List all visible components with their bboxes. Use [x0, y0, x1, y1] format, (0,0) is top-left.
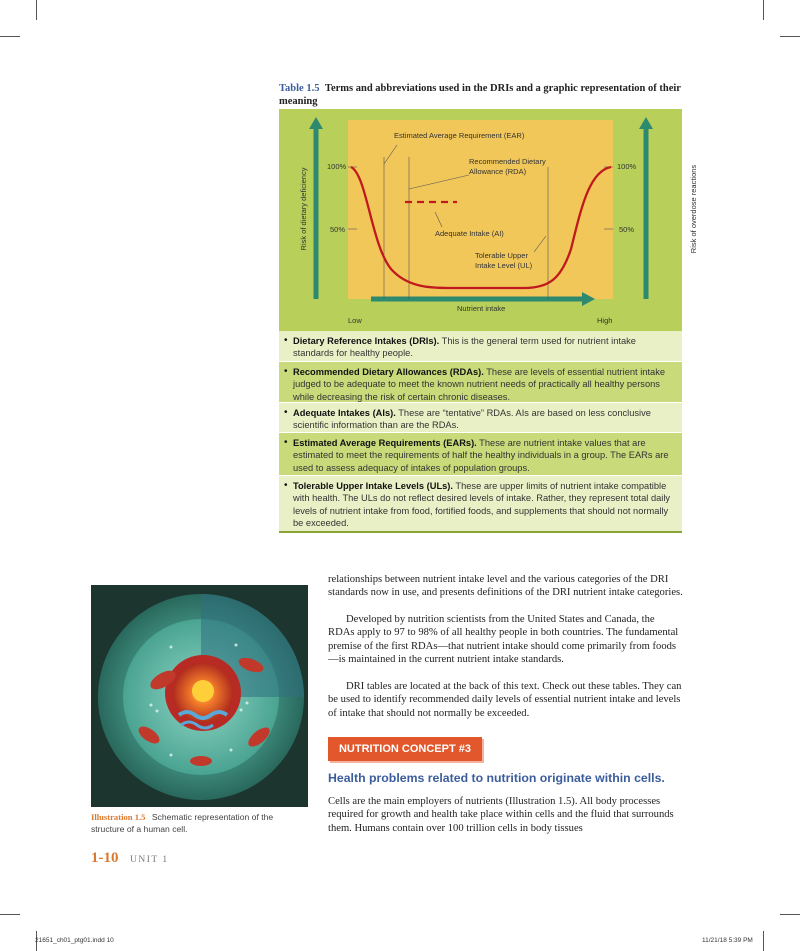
body-paragraph-4: Cells are the main employers of nutrients (Illustration 1.5). All body processes required for growth and health take place within cells and the fluid that surrounds them. Humans contain over 100 trillion cells in body tissues — [328, 796, 674, 834]
cell-image — [91, 585, 308, 807]
definition-term: Estimated Average Requirements (EARs). — [293, 438, 477, 448]
definition-ai — [279, 403, 682, 432]
illustration-label: Illustration 1.5 — [91, 812, 146, 822]
definition-rda — [279, 362, 682, 402]
table-number: Table 1.5 — [279, 83, 320, 94]
body-paragraph-1: relationships between nutrient intake level and the various categories of the DRI standards now in use, and presents definitions of the DRI nutrient intake categories. — [328, 574, 683, 599]
definition-text: These are levels of essential nutrient intake judged to be adequate to meet the known nutrient needs of practically all healthy persons while decreasing the risk of certain chronic diseases. — [293, 367, 666, 402]
definition-ul — [279, 476, 682, 531]
plot-area — [348, 120, 613, 299]
page-number: 1-10 — [91, 850, 119, 866]
cell-illustration — [91, 585, 308, 807]
crop-mark — [780, 36, 800, 37]
dri-graph — [279, 109, 698, 331]
nucleolus — [192, 680, 214, 702]
bullet: • — [284, 366, 288, 377]
table-caption — [279, 82, 689, 108]
table-bottom-rule — [279, 531, 682, 533]
bullet: • — [284, 480, 288, 491]
definition-text: These are upper limits of nutrient intake compatible with health. The ULs do not reflect desired levels of intake. Rather, they represent total daily levels of nutrient intake from food, fortified foods, and supplements that should not normally be exceeded. — [293, 481, 671, 529]
high-label: High — [597, 316, 613, 325]
crop-mark — [36, 0, 37, 20]
definition-term: Tolerable Upper Intake Levels (ULs). — [293, 481, 453, 491]
right-axis-arrowhead — [639, 117, 653, 129]
left-100-label: 100% — [327, 162, 347, 171]
low-label: Low — [348, 316, 362, 325]
rda-label-1: Recommended Dietary — [469, 157, 546, 166]
bullet: • — [284, 437, 288, 448]
dri-figure — [279, 109, 698, 331]
x-axis-label: Nutrient intake — [457, 304, 506, 313]
illustration-caption — [91, 812, 301, 835]
definition-text: This is the general term used for nutrient intake standards for healthy people. — [293, 336, 636, 359]
definition-term: Dietary Reference Intakes (DRIs). — [293, 336, 440, 346]
print-slug-date: 11/21/18 5:39 PM — [702, 937, 753, 944]
print-slug-file: 21651_ch01_ptg01.indd 10 — [35, 937, 114, 944]
definition-term: Adequate Intakes (AIs). — [293, 408, 396, 418]
definition-text: These are “tentative” RDAs. AIs are based on less conclusive scientific information than are the RDAs. — [293, 408, 651, 431]
crop-mark — [0, 36, 20, 37]
crop-mark — [780, 914, 800, 915]
definition-dri — [279, 331, 682, 361]
table-title: Terms and abbreviations used in the DRIs and a graphic representation of their meaning — [279, 83, 681, 107]
unit-label: UNIT 1 — [130, 855, 169, 865]
ul-label-2: Intake Level (UL) — [475, 261, 533, 270]
mitochondrion — [190, 756, 212, 766]
right-50-label: 50% — [619, 225, 635, 234]
definition-text: These are nutrient intake values that are estimated to meet the requirements of half the healthy individuals in a group. The EARs are used to assess adequacy of intakes of population groups. — [293, 438, 669, 473]
crop-mark — [763, 0, 764, 20]
right-axis-label: Risk of overdose reactions — [689, 164, 698, 254]
illustration-caption-text: Schematic representation of the structure of a human cell. — [91, 812, 274, 834]
left-axis-label: Risk of dietary deficiency — [299, 167, 308, 251]
definition-ear — [279, 433, 682, 475]
crop-mark — [763, 931, 764, 951]
ai-label: Adequate Intake (AI) — [435, 229, 504, 238]
body-paragraph-3: DRI tables are located at the back of this text. Check out these tables. They can be used to identify recommended daily levels of essential nutrient intake and levels of intake that should not normally be exceeded. — [328, 681, 682, 719]
left-50-label: 50% — [330, 225, 346, 234]
ul-label-1: Tolerable Upper — [475, 251, 528, 260]
crop-mark — [0, 914, 20, 915]
bullet: • — [284, 407, 288, 418]
left-axis-arrowhead — [309, 117, 323, 129]
nutrition-concept-badge: NUTRITION CONCEPT #3 — [328, 737, 482, 761]
body-paragraph-2: Developed by nutrition scientists from the United States and Canada, the RDAs apply to 97 to 98% of all healthy people in both countries. The fundamental premise of the first RDAs—that nutrient intake should come primarily from foods—is maintained in the current nutrient intake standards. — [328, 614, 679, 666]
definition-term: Recommended Dietary Allowances (RDAs). — [293, 367, 484, 377]
right-100-label: 100% — [617, 162, 637, 171]
ear-label: Estimated Average Requirement (EAR) — [394, 131, 525, 140]
rda-label-2: Allowance (RDA) — [469, 167, 527, 176]
bullet: • — [284, 335, 288, 346]
concept-heading: Health problems related to nutrition originate within cells. — [328, 771, 665, 785]
